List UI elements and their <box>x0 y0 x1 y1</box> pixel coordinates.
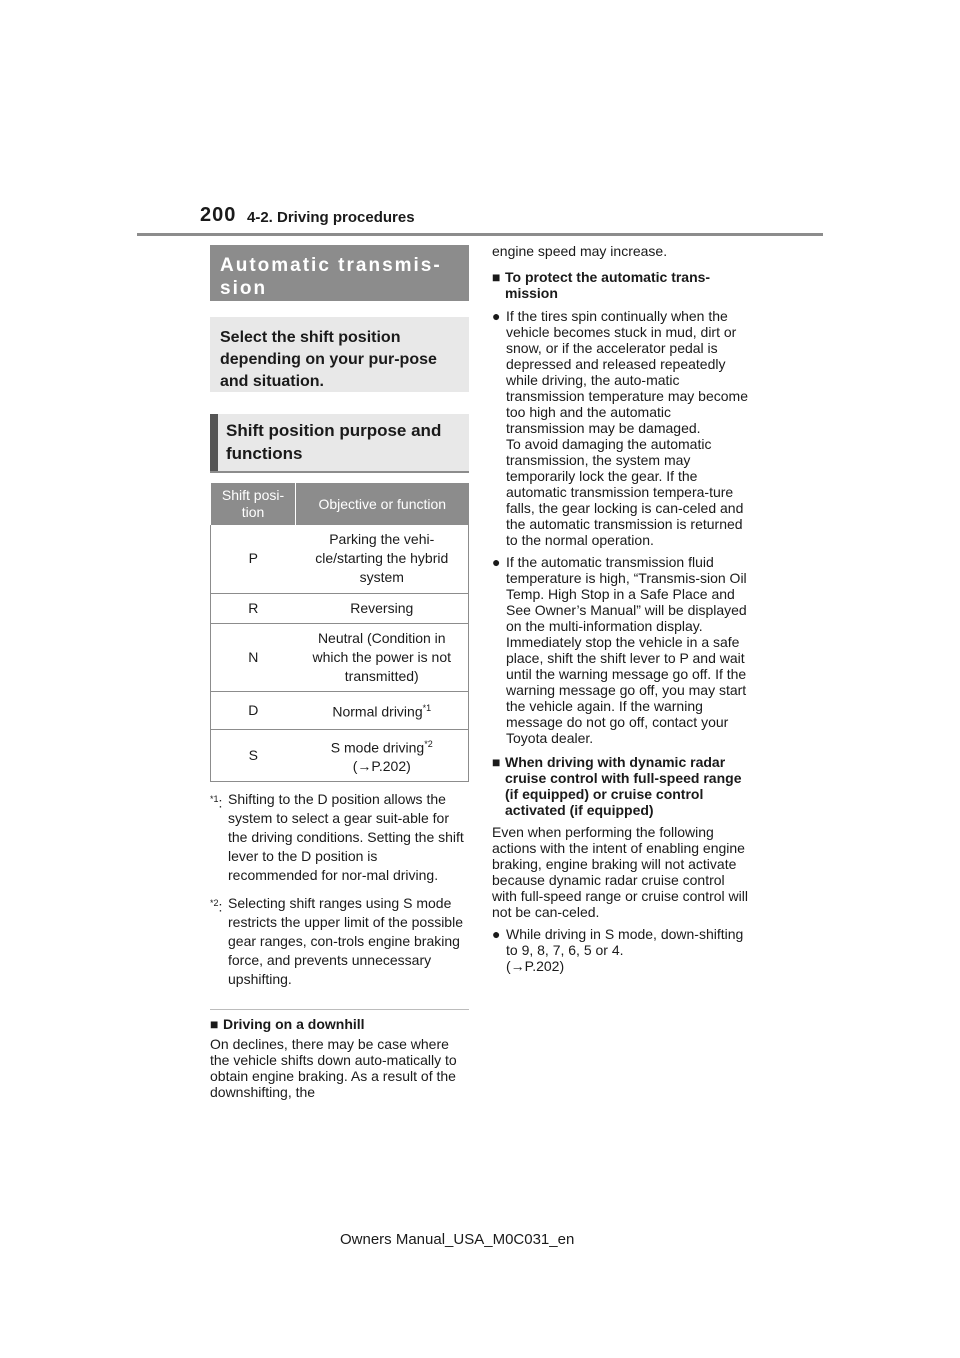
footnote-ref: *1 <box>422 702 432 713</box>
square-bullet-icon: ■ <box>492 754 501 770</box>
table-cell-position: P <box>211 525 296 593</box>
heading-automatic-transmission: Automatic transmis- sion <box>210 245 469 301</box>
continued-text: engine speed may increase. <box>492 243 668 259</box>
subheading-protect: ■ To protect the automatic trans-mission <box>492 269 711 301</box>
table-header-function: Objective or function <box>296 483 469 525</box>
circle-bullet-icon: ● <box>492 554 501 570</box>
heading-shift-purpose: Shift position purpose and functions <box>210 414 469 471</box>
footnote-ref: *2 <box>424 738 433 749</box>
section-title: 4-2. Driving procedures <box>247 209 415 226</box>
page-number: 200 <box>200 204 237 226</box>
list-item: ● If the tires spin continually when the vehicle becomes stuck in mud, dirt or snow, or if the accelerator pedal is depressed and released repeatedly while driving, the auto-matic transmission temperature may become too high and the automatic transmission may be damaged. To avoid damaging the automatic transmission, the system may temporarily lock the gear. If the automatic transmission tempera-ture falls, the gear locking is can-celed and the automatic transmission is returned to the normal operation. <box>492 308 748 548</box>
table-header-position: Shift posi-tion <box>211 483 296 525</box>
heading-select-shift: Select the shift position depending on your pur-pose and situation. <box>210 317 469 392</box>
table-cell-position: S <box>211 729 296 782</box>
square-bullet-icon: ■ <box>210 1016 219 1033</box>
page-reference-link[interactable]: (→P.202) <box>352 758 411 775</box>
table-cell-position: R <box>211 593 296 623</box>
footnote: $^{*1}$: Shifting to the D position allows the system to select a gear suit-able for the driving conditions. Setting the shift lever to the D position is recommended for nor-mal driving. <box>210 790 469 885</box>
footnote-mark: *1 <box>210 794 219 805</box>
footnote-mark: *2 <box>210 898 219 909</box>
header-rule <box>137 233 823 236</box>
table-cell-function: Neutral (Condition in which the power is not transmitted) <box>296 623 469 691</box>
footnote-text: Shifting to the D position allows the system to select a gear suit-able for the driving conditions. Setting the shift lever to the D position is recommended for nor-mal driving. <box>228 791 464 884</box>
subheading-downhill: ■ Driving on a downhill <box>210 1016 365 1033</box>
table-row <box>211 525 469 593</box>
shift-position-table <box>210 483 469 782</box>
table-row <box>211 729 469 782</box>
heading-underline <box>210 471 469 473</box>
table-row <box>211 593 469 623</box>
downhill-text: On declines, there may be case where the vehicle shifts down auto-matically to obtain engine braking. As a result of the downshifting, the <box>210 1036 457 1101</box>
table-cell-position: N <box>211 623 296 691</box>
subheading-radar-cruise: ■ When driving with dynamic radar cruise control with full-speed range (if equipped) or cruise control activated (if equipped) <box>492 754 742 818</box>
square-bullet-icon: ■ <box>492 269 501 285</box>
table-cell-function: Parking the vehi-cle/starting the hybrid system <box>296 525 469 593</box>
function-text: Normal driving <box>332 703 423 720</box>
table-row <box>211 623 469 691</box>
circle-bullet-icon: ● <box>492 926 501 942</box>
table-cell-function: Reversing <box>296 593 469 623</box>
table-cell-position: D <box>211 691 296 729</box>
radar-text: Even when performing the following actions with the intent of enabling engine braking, engine braking will not activate because dynamic radar cruise control with full-speed range or cruise control will not be can-celed. <box>492 824 748 920</box>
list-item: ● While driving in S mode, down-shifting to 9, 8, 7, 6, 5 or 4. (→P.202) <box>492 926 744 974</box>
table-row <box>211 691 469 729</box>
list-item: ● If the automatic transmission fluid temperature is high, “Transmis-sion Oil Temp. High Stop in a Safe Place and See Owner’s Manual” will be displayed on the multi-information display. Immediately stop the vehicle in a safe place, shift the shift lever to P and wait until the warning message go off. If the warning message go off, you may start the vehicle again. If the warning message do not go off, contact your Toyota dealer. <box>492 554 747 746</box>
footer: Owners Manual_USA_M0C031_en <box>340 1231 575 1248</box>
divider <box>210 1009 469 1010</box>
footnote-text: Selecting shift ranges using S mode restricts the upper limit of the possible gear ranges, con-trols engine braking force, and prevents unnecessary upshifting. <box>228 895 463 988</box>
table-cell-function <box>296 729 469 782</box>
footnote: $^{*2}$: Selecting shift ranges using S mode restricts the upper limit of the possible gear ranges, con-trols engine braking force, and prevents unnecessary upshifting. <box>210 894 469 989</box>
table-cell-function <box>296 691 469 729</box>
circle-bullet-icon: ● <box>492 308 501 324</box>
left-column <box>210 245 469 1100</box>
right-column <box>492 243 750 974</box>
function-text: S mode driving <box>330 739 425 756</box>
